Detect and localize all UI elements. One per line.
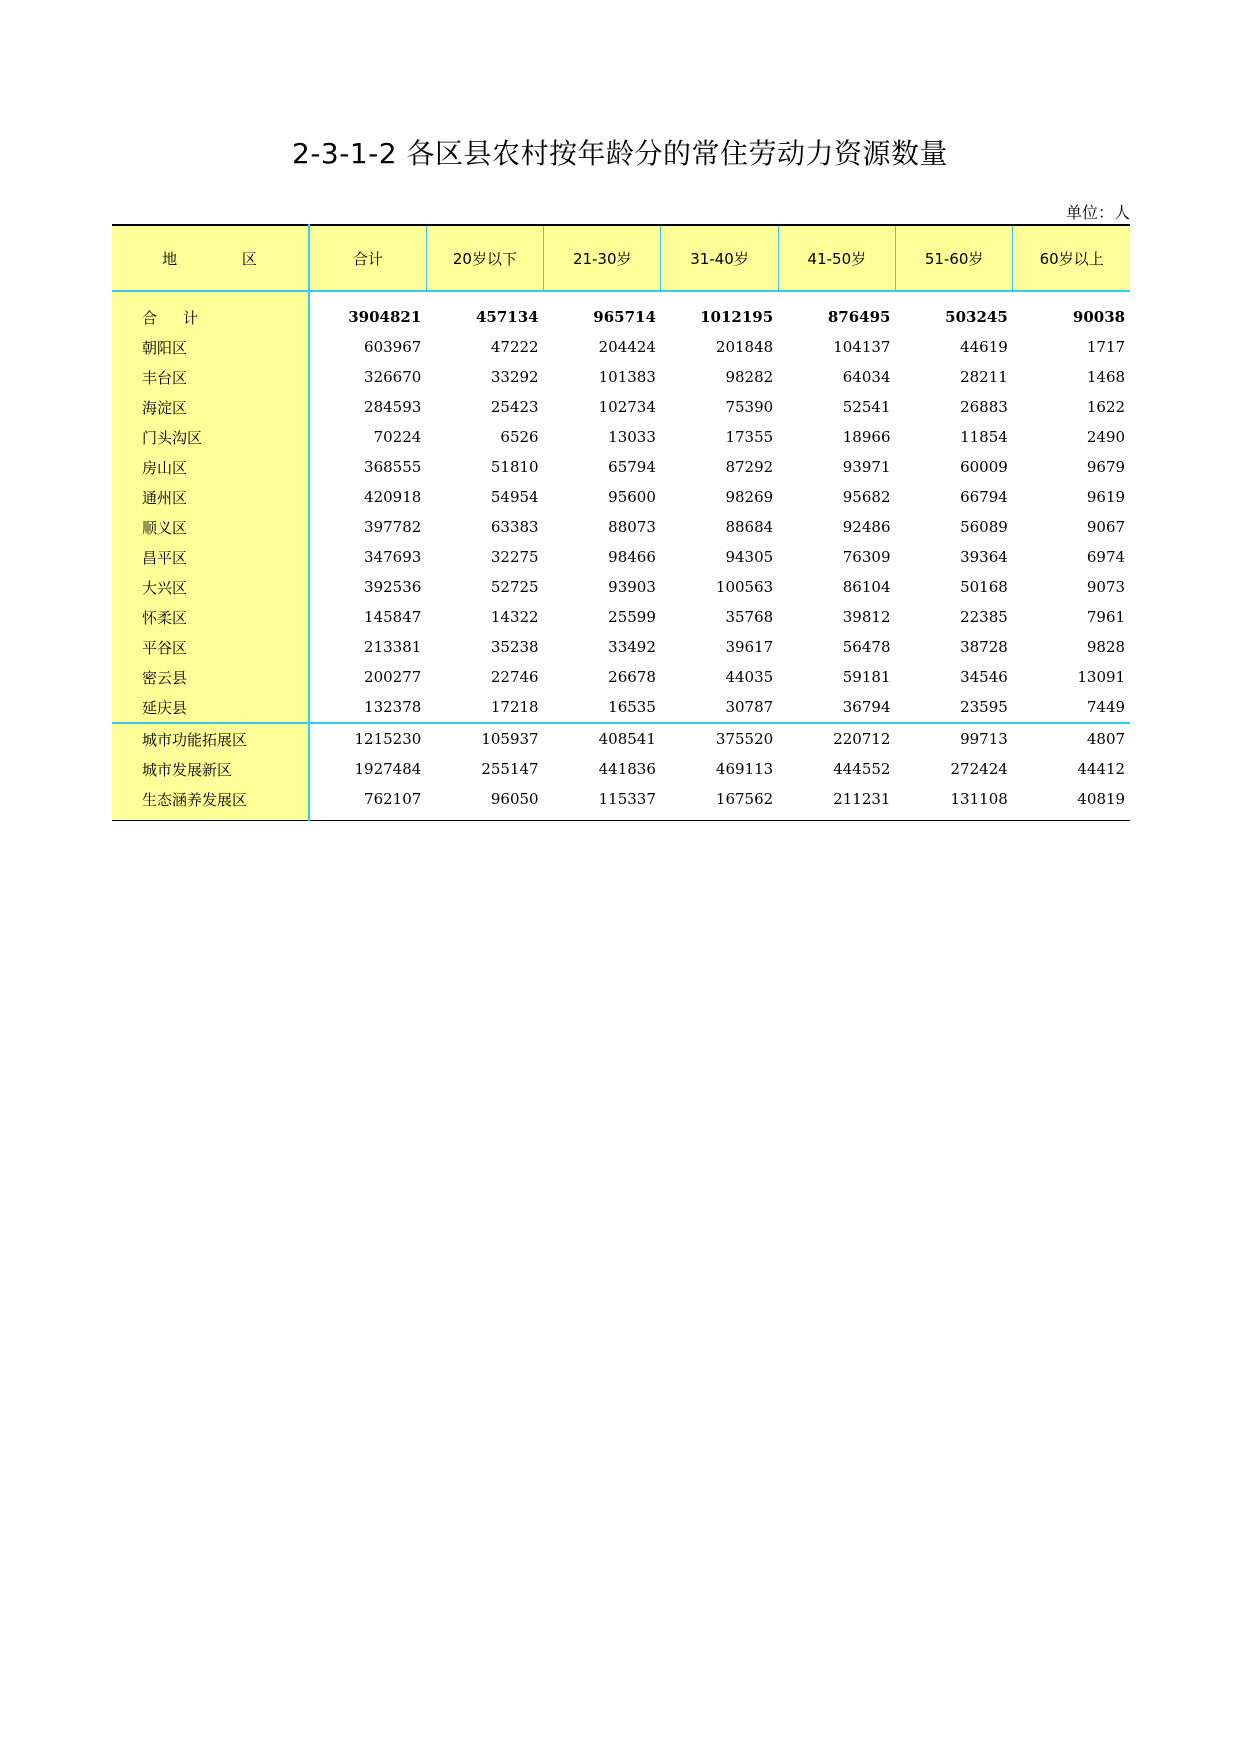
- value-cell: 34546: [960, 668, 1008, 686]
- value-cell: 397782: [364, 518, 422, 536]
- value-cell: 23595: [960, 698, 1008, 716]
- value-cell: 100563: [715, 578, 774, 596]
- value-cell: 132378: [364, 698, 422, 716]
- value-cell: 102734: [598, 398, 656, 416]
- region-cell: 门头沟区: [112, 422, 309, 452]
- value-cell: 56089: [960, 518, 1008, 536]
- value-cell: 441836: [598, 760, 656, 778]
- value-cell: 503245: [945, 308, 1008, 326]
- value-cell: 17218: [490, 698, 539, 716]
- value-cell: 213381: [364, 638, 422, 656]
- value-cell: 32275: [490, 548, 539, 566]
- value-cell: 75390: [725, 398, 774, 416]
- table-row: [112, 392, 1130, 422]
- value-cell: 16535: [608, 698, 656, 716]
- value-cell: 1717: [1086, 338, 1126, 356]
- value-cell: 11854: [960, 428, 1008, 446]
- value-cell: 59181: [842, 668, 891, 686]
- value-cell: 7961: [1086, 608, 1126, 626]
- value-cell: 347693: [364, 548, 422, 566]
- value-cell: 39364: [960, 548, 1008, 566]
- table-row: [112, 754, 1130, 784]
- value-cell: 96050: [426, 784, 543, 821]
- value-cell: 39812: [842, 608, 891, 626]
- value-cell: 368555: [364, 458, 422, 476]
- region-cell: 昌平区: [112, 542, 309, 572]
- value-cell: 131108: [895, 784, 1012, 821]
- value-cell: 88684: [725, 518, 774, 536]
- table-row: [112, 784, 1130, 821]
- value-cell: 22385: [960, 608, 1008, 626]
- value-cell: 52541: [842, 398, 891, 416]
- value-cell: 965714: [593, 308, 656, 326]
- value-cell: 220712: [778, 723, 895, 754]
- value-cell: 40819: [1013, 784, 1130, 821]
- table-row: [112, 632, 1130, 662]
- value-cell: 98269: [725, 488, 774, 506]
- value-cell: 255147: [481, 760, 539, 778]
- value-cell: 25599: [608, 608, 656, 626]
- region-cell: 海淀区: [112, 392, 309, 422]
- page-title: 2-3-1-2 各区县农村按年龄分的常住劳动力资源数量: [292, 137, 948, 170]
- region-cell: 房山区: [112, 452, 309, 482]
- value-cell: 9679: [1086, 458, 1126, 476]
- region-cell: 通州区: [112, 482, 309, 512]
- table-row: [112, 602, 1130, 632]
- table-row: [112, 723, 1130, 754]
- value-cell: 26883: [960, 398, 1008, 416]
- value-cell: 76309: [842, 548, 891, 566]
- value-cell: 92486: [842, 518, 891, 536]
- region-cell: 生态涵养发展区: [112, 784, 309, 821]
- value-cell: 876495: [827, 308, 891, 326]
- value-cell: 284593: [364, 398, 422, 416]
- value-cell: 98466: [608, 548, 656, 566]
- value-cell: 9073: [1086, 578, 1126, 596]
- value-cell: 392536: [364, 578, 422, 596]
- total-row: [112, 291, 1130, 332]
- value-cell: 375520: [661, 723, 778, 754]
- value-cell: 93971: [842, 458, 891, 476]
- region-cell: 延庆县: [112, 692, 309, 723]
- value-cell: 88073: [608, 518, 656, 536]
- region-cell: 怀柔区: [112, 602, 309, 632]
- value-cell: 1215230: [309, 723, 426, 754]
- region-cell: 顺义区: [112, 512, 309, 542]
- value-cell: 1012195: [700, 308, 774, 326]
- value-cell: 86104: [842, 578, 891, 596]
- value-cell: 38728: [960, 638, 1008, 656]
- value-cell: 95600: [608, 488, 656, 506]
- column-header-21-30: 21-30岁: [544, 225, 661, 291]
- value-cell: 56478: [842, 638, 891, 656]
- value-cell: 60009: [960, 458, 1008, 476]
- region-cell: 合计: [112, 291, 309, 332]
- column-header-31-40: 31-40岁: [661, 225, 778, 291]
- value-cell: 13091: [1077, 668, 1126, 686]
- value-cell: 65794: [608, 458, 656, 476]
- value-cell: 420918: [364, 488, 422, 506]
- unit-label: 单位：人: [1065, 203, 1130, 222]
- value-cell: 167562: [661, 784, 778, 821]
- region-cell: 丰台区: [112, 362, 309, 392]
- value-cell: 50168: [960, 578, 1008, 596]
- value-cell: 211231: [778, 784, 895, 821]
- value-cell: 6974: [1086, 548, 1126, 566]
- value-cell: 95682: [842, 488, 891, 506]
- value-cell: 4807: [1013, 723, 1130, 754]
- table-row: [112, 332, 1130, 362]
- value-cell: 70224: [373, 428, 422, 446]
- value-cell: 44619: [960, 338, 1008, 356]
- table-row: [112, 422, 1130, 452]
- value-cell: 14322: [490, 608, 539, 626]
- value-cell: 2490: [1086, 428, 1126, 446]
- table-row: [112, 452, 1130, 482]
- value-cell: 94305: [725, 548, 774, 566]
- data-table: [112, 224, 1130, 821]
- value-cell: 9067: [1086, 518, 1126, 536]
- value-cell: 66794: [960, 488, 1008, 506]
- value-cell: 30787: [725, 698, 774, 716]
- value-cell: 204424: [598, 338, 656, 356]
- value-cell: 105937: [426, 723, 543, 754]
- value-cell: 7449: [1086, 698, 1126, 716]
- value-cell: 63383: [490, 518, 539, 536]
- value-cell: 1622: [1086, 398, 1126, 416]
- value-cell: 457134: [475, 308, 539, 326]
- column-header-under-20: 20岁以下: [426, 225, 543, 291]
- value-cell: 104137: [833, 338, 891, 356]
- region-cell: 大兴区: [112, 572, 309, 602]
- value-cell: 99713: [895, 723, 1012, 754]
- value-cell: 52725: [490, 578, 539, 596]
- value-cell: 64034: [842, 368, 891, 386]
- region-cell: 城市功能拓展区: [112, 723, 309, 754]
- value-cell: 87292: [725, 458, 774, 476]
- value-cell: 13033: [608, 428, 656, 446]
- value-cell: 28211: [960, 368, 1008, 386]
- value-cell: 9828: [1086, 638, 1126, 656]
- table-row: [112, 482, 1130, 512]
- value-cell: 200277: [364, 668, 422, 686]
- region-cell: 城市发展新区: [112, 754, 309, 784]
- value-cell: 201848: [715, 338, 774, 356]
- value-cell: 603967: [364, 338, 422, 356]
- value-cell: 33492: [608, 638, 656, 656]
- value-cell: 22746: [490, 668, 539, 686]
- region-cell: 平谷区: [112, 632, 309, 662]
- column-header-region: 地 区: [112, 225, 309, 291]
- value-cell: 6526: [500, 428, 539, 446]
- value-cell: 36794: [842, 698, 891, 716]
- value-cell: 26678: [608, 668, 656, 686]
- table-row: [112, 362, 1130, 392]
- value-cell: 54954: [490, 488, 539, 506]
- value-cell: 44412: [1077, 760, 1126, 778]
- value-cell: 90038: [1072, 308, 1126, 326]
- region-cell: 密云县: [112, 662, 309, 692]
- value-cell: 101383: [598, 368, 656, 386]
- value-cell: 93903: [608, 578, 656, 596]
- value-cell: 444552: [833, 760, 891, 778]
- value-cell: 35768: [725, 608, 774, 626]
- value-cell: 469113: [715, 760, 774, 778]
- value-cell: 145847: [364, 608, 422, 626]
- table-row: [112, 542, 1130, 572]
- value-cell: 17355: [725, 428, 774, 446]
- value-cell: 3904821: [348, 308, 422, 326]
- value-cell: 1468: [1086, 368, 1126, 386]
- value-cell: 51810: [490, 458, 539, 476]
- region-cell: 朝阳区: [112, 332, 309, 362]
- value-cell: 98282: [725, 368, 774, 386]
- value-cell: 44035: [725, 668, 774, 686]
- value-cell: 9619: [1086, 488, 1126, 506]
- value-cell: 33292: [490, 368, 539, 386]
- column-header-total: 合计: [309, 225, 426, 291]
- table-row: [112, 662, 1130, 692]
- value-cell: 39617: [725, 638, 774, 656]
- table-row: [112, 572, 1130, 602]
- value-cell: 1927484: [354, 760, 422, 778]
- value-cell: 408541: [544, 723, 661, 754]
- value-cell: 326670: [364, 368, 422, 386]
- column-header-over-60: 60岁以上: [1013, 225, 1130, 291]
- column-header-51-60: 51-60岁: [895, 225, 1012, 291]
- value-cell: 47222: [490, 338, 539, 356]
- column-header-41-50: 41-50岁: [778, 225, 895, 291]
- value-cell: 18966: [842, 428, 891, 446]
- header-row: [112, 225, 1130, 291]
- value-cell: 115337: [544, 784, 661, 821]
- value-cell: 25423: [490, 398, 539, 416]
- value-cell: 762107: [309, 784, 426, 821]
- table-row: [112, 512, 1130, 542]
- table-row: [112, 692, 1130, 723]
- value-cell: 272424: [950, 760, 1008, 778]
- value-cell: 35238: [490, 638, 539, 656]
